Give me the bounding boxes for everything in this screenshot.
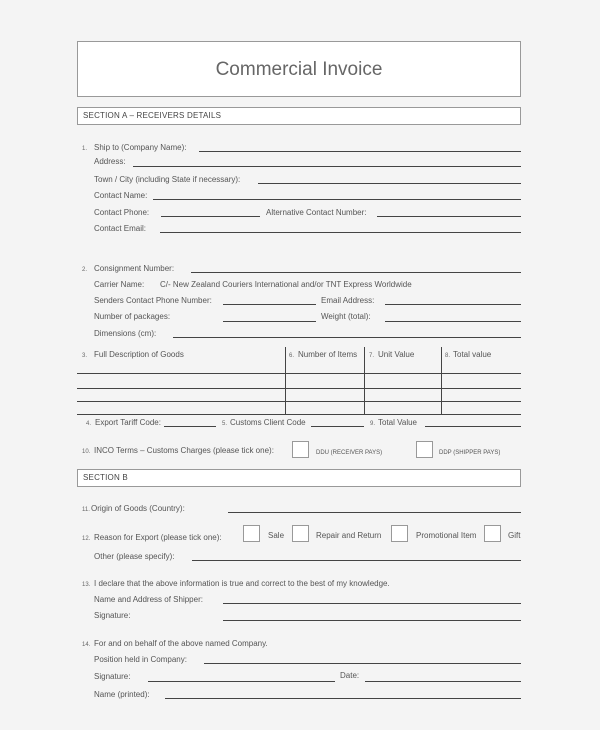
q14-number: 14. [82, 642, 91, 648]
q10-number: 10. [82, 449, 91, 455]
q11-number: 11. [82, 507, 90, 513]
sender-phone-label: Senders Contact Phone Number: [94, 296, 212, 305]
contact-name-label: Contact Name: [94, 191, 148, 200]
ddu-label: DDU (RECEIVER PAYS) [316, 450, 383, 456]
sale-label: Sale [268, 531, 285, 540]
position-label: Position held in Company: [94, 655, 187, 664]
contact-email-label: Contact Email: [94, 224, 147, 233]
table-row-line-4[interactable] [77, 414, 521, 415]
contact-email-field[interactable] [160, 232, 521, 233]
dimensions-field[interactable] [173, 337, 521, 338]
address-field[interactable] [133, 166, 521, 167]
table-row-line-2[interactable] [77, 388, 521, 389]
signature-label-1: Signature: [94, 611, 131, 620]
town-field[interactable] [258, 183, 521, 184]
contact-phone-label: Contact Phone: [94, 208, 150, 217]
date-field[interactable] [365, 681, 521, 682]
carrier-name-value: C/- New Zealand Couriers International and/or TNT Express Worldwide [160, 280, 412, 289]
table-row-line-1[interactable] [77, 373, 521, 374]
q8-number: 8. [445, 353, 451, 359]
weight-field[interactable] [385, 321, 521, 322]
q3-number: 3. [82, 353, 88, 359]
q5-number: 5. [222, 421, 228, 427]
section-b-heading-bar [77, 469, 521, 487]
promo-label: Promotional Item [416, 531, 477, 540]
q4-number: 4. [86, 421, 92, 427]
signature-label-2: Signature: [94, 672, 131, 681]
name-printed-field[interactable] [165, 698, 521, 699]
inco-label: INCO Terms – Customs Charges (please tick one): [94, 446, 274, 455]
email-label: Email Address: [321, 296, 375, 305]
packages-field[interactable] [223, 321, 316, 322]
sender-phone-field[interactable] [223, 304, 316, 305]
total-value-field[interactable] [425, 426, 521, 427]
contact-name-field[interactable] [153, 199, 521, 200]
signature-field-2[interactable] [148, 681, 335, 682]
ddu-checkbox[interactable] [292, 441, 309, 458]
ship-to-label: Ship to (Company Name): [94, 143, 187, 152]
promo-checkbox[interactable] [391, 525, 408, 542]
q1-number: 1. [82, 146, 88, 152]
alt-phone-field[interactable] [377, 216, 521, 217]
other-field[interactable] [192, 560, 521, 561]
description-header: Full Description of Goods [94, 350, 184, 359]
consignment-label: Consignment Number: [94, 264, 175, 273]
dimensions-label: Dimensions (cm): [94, 329, 157, 338]
section-b-heading: SECTION B [83, 473, 128, 482]
ship-to-field[interactable] [199, 151, 521, 152]
weight-label: Weight (total): [321, 312, 371, 321]
packages-label: Number of packages: [94, 312, 171, 321]
contact-phone-field[interactable] [161, 216, 260, 217]
table-row-line-3[interactable] [77, 401, 521, 402]
email-field[interactable] [385, 304, 521, 305]
q2-number: 2. [82, 267, 88, 273]
position-field[interactable] [204, 663, 521, 664]
tariff-field[interactable] [164, 426, 216, 427]
consignment-field[interactable] [191, 272, 521, 273]
shipper-label: Name and Address of Shipper: [94, 595, 203, 604]
section-a-heading-bar [77, 107, 521, 125]
gift-label: Gift [508, 531, 521, 540]
items-header: Number of Items [298, 350, 358, 359]
other-label: Other (please specify): [94, 552, 175, 561]
reason-label: Reason for Export (please tick one): [94, 533, 222, 542]
title-box [77, 41, 521, 97]
declaration-text: I declare that the above information is true and correct to the best of my knowledge. [94, 579, 390, 588]
section-a-heading: SECTION A – RECEIVERS DETAILS [83, 111, 222, 120]
tariff-label: Export Tariff Code: [95, 418, 161, 427]
table-divider-1 [285, 347, 286, 414]
alt-phone-label: Alternative Contact Number: [266, 208, 367, 217]
customs-code-label: Customs Client Code [230, 418, 306, 427]
ddp-label: DDP (SHIPPER PAYS) [439, 450, 501, 456]
repair-label: Repair and Return [316, 531, 382, 540]
q12-number: 12. [82, 536, 91, 542]
repair-checkbox[interactable] [292, 525, 309, 542]
name-printed-label: Name (printed): [94, 690, 150, 699]
shipper-field[interactable] [223, 603, 521, 604]
sale-checkbox[interactable] [243, 525, 260, 542]
ddp-checkbox[interactable] [416, 441, 433, 458]
gift-checkbox[interactable] [484, 525, 501, 542]
address-label: Address: [94, 157, 126, 166]
carrier-name-label: Carrier Name: [94, 280, 145, 289]
table-divider-3 [441, 347, 442, 414]
origin-label: Origin of Goods (Country): [91, 504, 185, 513]
total-value-label: Total Value [378, 418, 417, 427]
origin-field[interactable] [228, 512, 521, 513]
total-value-header: Total value [453, 350, 492, 359]
q6-number: 6. [289, 353, 295, 359]
behalf-text: For and on behalf of the above named Company. [94, 639, 268, 648]
date-label: Date: [340, 671, 360, 680]
unit-value-header: Unit Value [378, 350, 415, 359]
town-label: Town / City (including State if necessary): [94, 175, 241, 184]
q7-number: 7. [369, 353, 375, 359]
page-title: Commercial Invoice [215, 59, 383, 80]
q9-number: 9. [370, 421, 376, 427]
table-divider-2 [364, 347, 365, 414]
q13-number: 13. [82, 582, 91, 588]
signature-field-1[interactable] [223, 620, 521, 621]
customs-code-field[interactable] [311, 426, 364, 427]
